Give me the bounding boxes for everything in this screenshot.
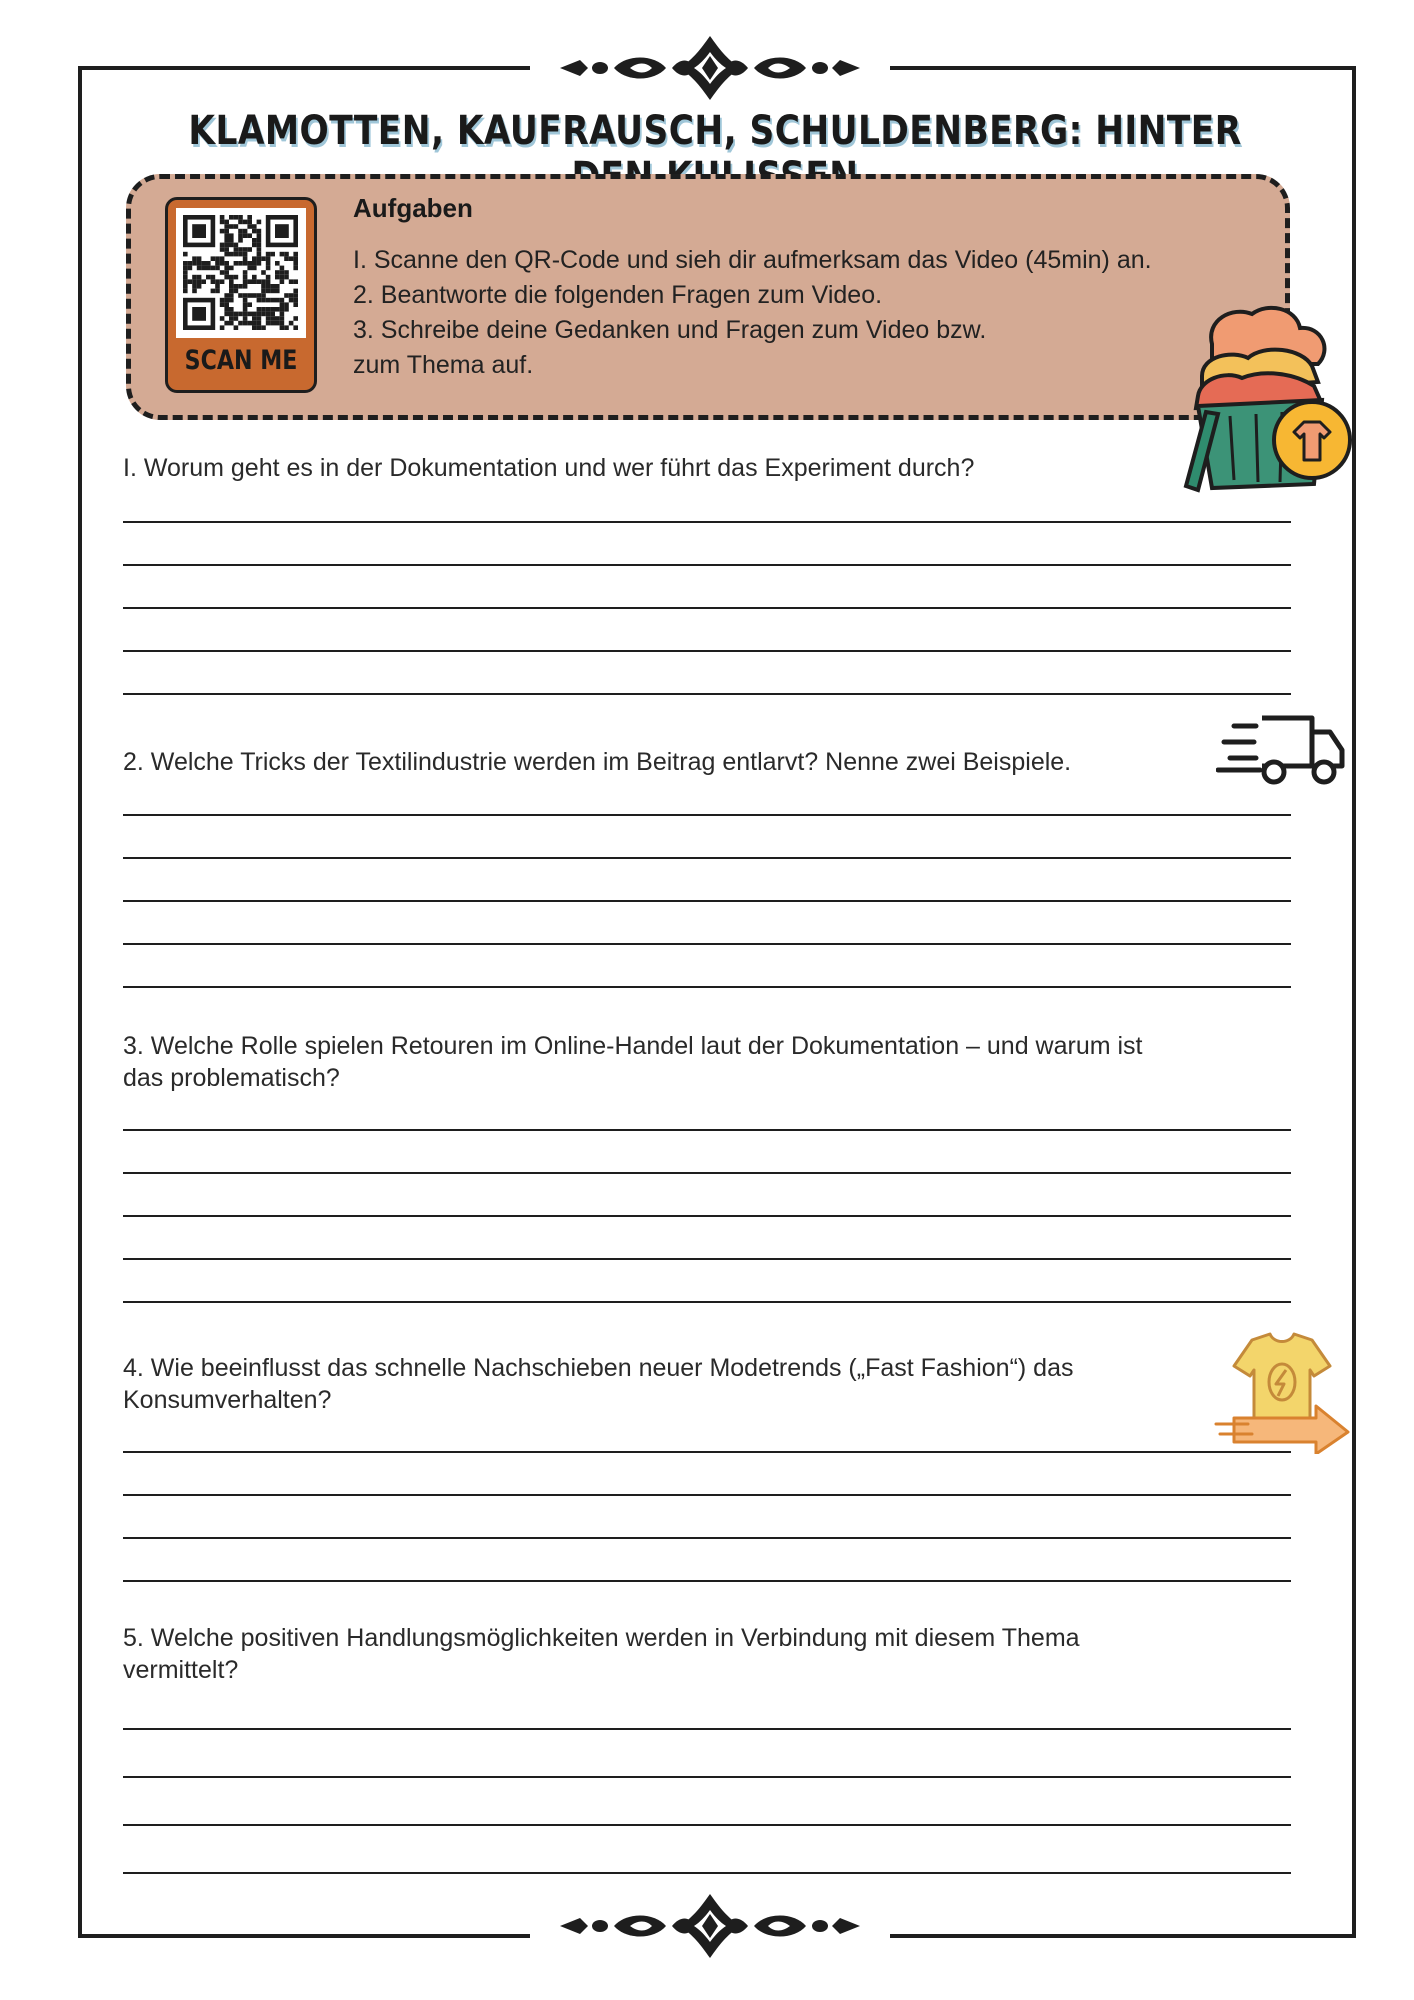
question-1 (123, 452, 1293, 484)
question-text: 5. Welche positiven Handlungsmöglichkeiten werden in Verbindung mit diesem Thema (123, 1624, 1080, 1652)
answer-line[interactable] (123, 900, 1291, 902)
question-text-continued: vermittelt? (123, 1656, 239, 1684)
question-text: 4. Wie beeinflusst das schnelle Nachschieben neuer Modetrends („Fast Fashion“) das (123, 1354, 1074, 1382)
answer-line[interactable] (123, 1301, 1291, 1303)
scan-me-label: SCAN ME (184, 345, 298, 376)
answer-line[interactable] (123, 650, 1291, 652)
task-item: 2. Beantworte die folgenden Fragen zum Video. (353, 281, 883, 309)
answer-line[interactable] (123, 1215, 1291, 1217)
answer-line[interactable] (123, 986, 1291, 988)
answer-line[interactable] (123, 1494, 1291, 1496)
question-text: 3. Welche Rolle spielen Retouren im Online-Handel laut der Dokumentation – und warum ist (123, 1032, 1143, 1060)
answer-line[interactable] (123, 1129, 1291, 1131)
task-item: zum Thema auf. (353, 351, 534, 379)
question-text-continued: Konsumverhalten? (123, 1386, 332, 1414)
task-item: 3. Schreibe deine Gedanken und Fragen zum Video bzw. (353, 316, 987, 344)
bottom-ornament (530, 1888, 890, 1962)
task-item: I. Scanne den QR-Code und sieh dir aufmerksam das Video (45min) an. (353, 246, 1152, 274)
answer-line[interactable] (123, 943, 1291, 945)
answer-line[interactable] (123, 1580, 1291, 1582)
question-3 (123, 1030, 1293, 1094)
top-ornament (530, 30, 890, 104)
question-2 (123, 746, 1293, 778)
answer-line[interactable] (123, 1728, 1291, 1730)
answer-line[interactable] (123, 693, 1291, 695)
question-text-continued: das problematisch? (123, 1064, 340, 1092)
task-box (126, 174, 1290, 420)
qr-card[interactable] (165, 197, 317, 393)
answer-line[interactable] (123, 1172, 1291, 1174)
page-title: KLAMOTTEN, KAUFRAUSCH, SCHULDENBERG: HINTER (188, 108, 1242, 154)
answer-line[interactable] (123, 1451, 1291, 1453)
question-text: I. Worum geht es in der Dokumentation und wer führt das Experiment durch? (123, 454, 975, 482)
task-list (353, 243, 1152, 383)
question-text: 2. Welche Tricks der Textilindustrie werden im Beitrag entlarvt? Nenne zwei Beispiele. (123, 748, 1072, 776)
task-heading: Aufgaben (353, 193, 473, 223)
qr-code-icon[interactable] (176, 208, 306, 338)
answer-line[interactable] (123, 1872, 1291, 1874)
answer-line[interactable] (123, 1258, 1291, 1260)
answer-line[interactable] (123, 814, 1291, 816)
answer-line[interactable] (123, 564, 1291, 566)
question-5 (123, 1622, 1293, 1686)
answer-line[interactable] (123, 857, 1291, 859)
answer-line[interactable] (123, 1537, 1291, 1539)
answer-line[interactable] (123, 1776, 1291, 1778)
answer-line[interactable] (123, 521, 1291, 523)
question-4 (123, 1352, 1293, 1416)
answer-line[interactable] (123, 607, 1291, 609)
answer-line[interactable] (123, 1824, 1291, 1826)
